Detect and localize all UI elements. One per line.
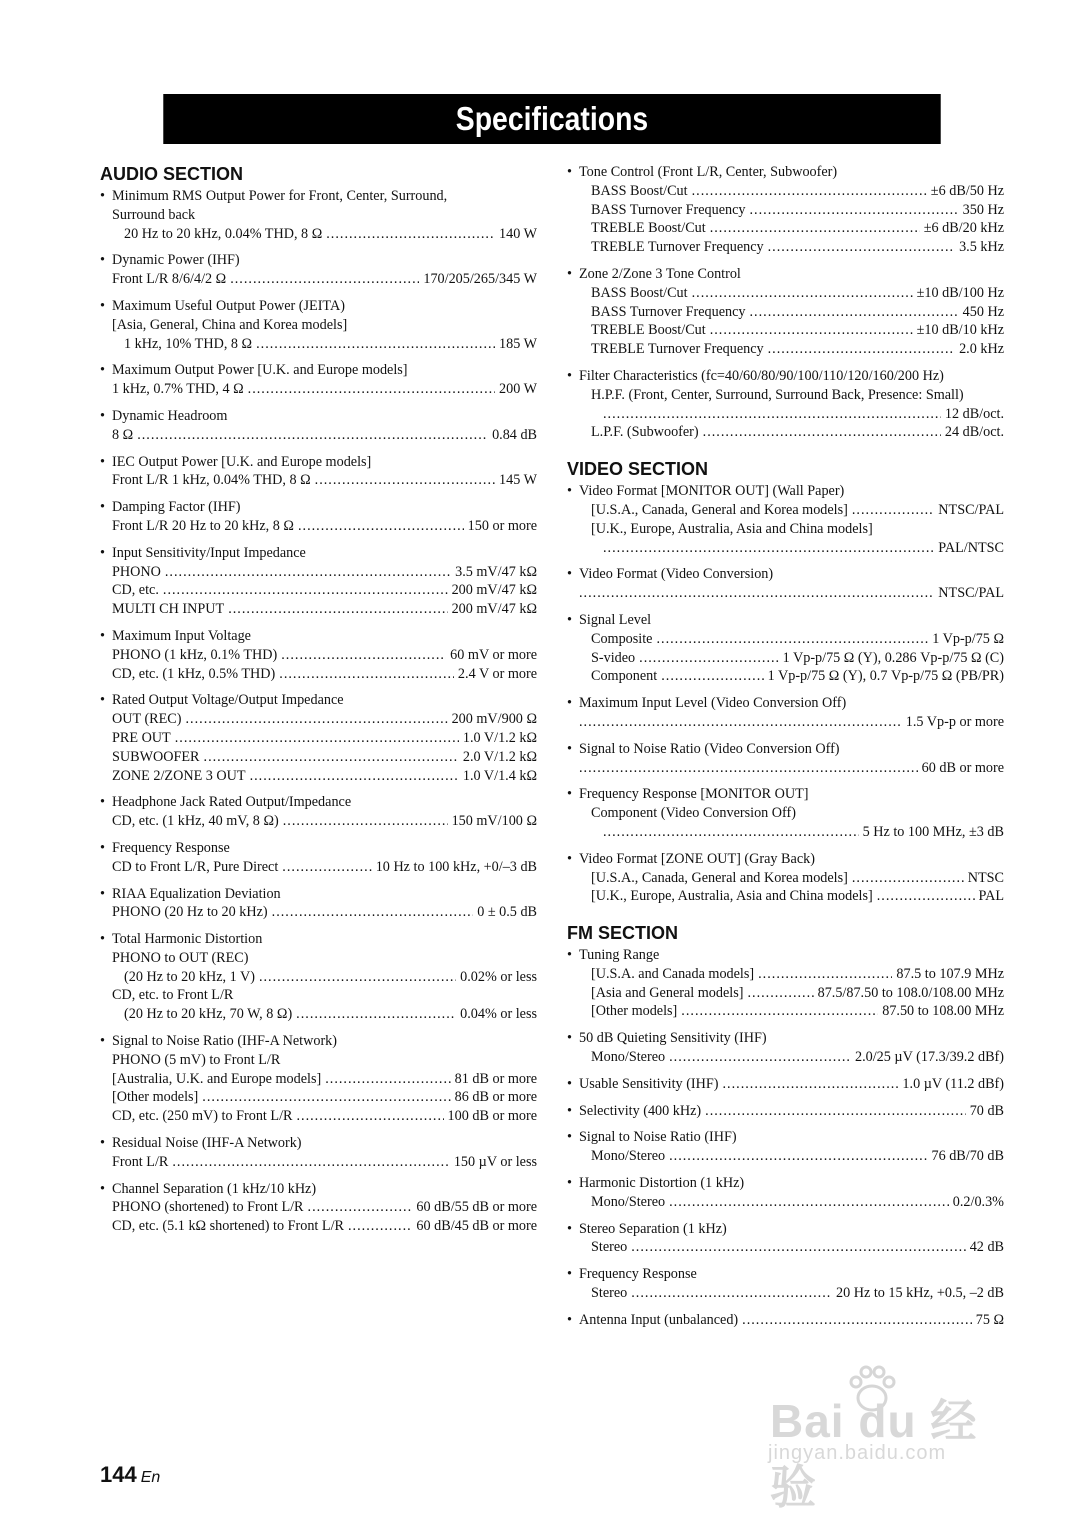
- spec-dyn-headroom: • Dynamic Headroom 8 Ω ..... 0.84 dB: [100, 407, 537, 445]
- spec-separation: • Channel Separation (1 kHz/10 kHz) PHONO (shortened) to Front L/R ..... 60 dB/55 dB or more CD, etc. (5.1 kΩ shortened) to Front L/R ..... 60 dB/45 dB or more: [100, 1180, 537, 1236]
- page-number: 144: [100, 1462, 137, 1487]
- spec-max-input: • Maximum Input Voltage PHONO (1 kHz, 0.1% THD) ..... 60 mV or more CD, etc. (1 kHz, 0.5% THD) ..... 2.4 V or more: [100, 627, 537, 683]
- right-column: [567, 163, 1004, 1338]
- spec-max-useful: • Maximum Useful Output Power (JEITA) [Asia, General, China and Korea models] 1 kHz, 10% THD, 8 Ω ..... 185 W: [100, 297, 537, 353]
- spec-video-signal-level: • Signal Level Composite ..... 1 Vp-p/75 Ω S-video ..... 1 Vp-p/75 Ω (Y), 0.286 Vp-p/75 Ω (C) Component ..... 1 Vp-p/75 Ω (Y), 0.7 Vp-p/75 Ω (PB/PR): [567, 611, 1004, 686]
- spec-rated-output: • Rated Output Voltage/Output Impedance OUT (REC) ..... 200 mV/900 Ω PRE OUT ..... 1.0 V/1.2 kΩ SUBWOOFER ..... 2.0 V/1.2 kΩ ZONE 2/ZONE 3 OUT ..... 1.0 V/1.4 kΩ: [100, 691, 537, 785]
- spec-freq-resp: • Frequency Response CD to Front L/R, Pure Direct ..... 10 Hz to 100 kHz, +0/–3 dB: [100, 839, 537, 877]
- spec-min-rms: • Minimum RMS Output Power for Front, Center, Surround, Surround back 20 Hz to 20 kHz, 0.04% THD, 8 Ω ..... 140 W: [100, 187, 537, 243]
- spec-fm-antenna: • Antenna Input (unbalanced) ..... 75 Ω: [567, 1311, 1004, 1330]
- spec-fm-stereo-sep: • Stereo Separation (1 kHz) Stereo ..... 42 dB: [567, 1220, 1004, 1258]
- spec-dynamic-power: • Dynamic Power (IHF) Front L/R 8/6/4/2 Ω ..... 170/205/265/345 W: [100, 251, 537, 289]
- left-column: [100, 163, 537, 1244]
- spec-video-fmt-conv: • Video Format (Video Conversion) ..... NTSC/PAL: [567, 565, 1004, 603]
- page-title: Specifications: [163, 94, 940, 144]
- spec-residual: • Residual Noise (IHF-A Network) Front L/R ..... 150 µV or less: [100, 1134, 537, 1172]
- fm-section-title: FM SECTION: [567, 923, 678, 944]
- spec-riaa: • RIAA Equalization Deviation PHONO (20 Hz to 20 kHz) ..... 0 ± 0.5 dB: [100, 885, 537, 923]
- spec-thd: • Total Harmonic Distortion PHONO to OUT (REC) (20 Hz to 20 kHz, 1 V) ..... 0.02% or less CD, etc. to Front L/R (20 Hz to 20 kHz, 70 W, 8 Ω) ..... 0.04% or less: [100, 930, 537, 1024]
- spec-filter: • Filter Characteristics (fc=40/60/80/90/100/110/120/160/200 Hz) H.P.F. (Front, Center, Surround, Surround Back, Presence: Small) ..... 12 dB/oct. L.P.F. (Subwoofer) ..... 24 dB/oct.: [567, 367, 1004, 442]
- spec-headphone: • Headphone Jack Rated Output/Impedance CD, etc. (1 kHz, 40 mV, 8 Ω) ..... 150 mV/100 Ω: [100, 793, 537, 831]
- audio-section-title: AUDIO SECTION: [100, 164, 244, 184]
- spec-damping: • Damping Factor (IHF) Front L/R 20 Hz to 20 kHz, 8 Ω ..... 150 or more: [100, 498, 537, 536]
- baidu-watermark: [760, 1360, 1010, 1513]
- language-label: En: [140, 1469, 161, 1486]
- spec-fm-selectivity: • Selectivity (400 kHz) ..... 70 dB: [567, 1102, 1004, 1121]
- spec-tone: • Tone Control (Front L/R, Center, Subwoofer) BASS Boost/Cut ..... ±6 dB/50 Hz BASS Turnover Frequency ..... 350 Hz TREBLE Boost/Cut ..... ±6 dB/20 kHz TREBLE Turnover Frequency ..... 3.5 kHz: [567, 163, 1004, 257]
- watermark-url: jingyan.baidu.com: [768, 1442, 947, 1464]
- spec-video-fmt-monitor: • Video Format [MONITOR OUT] (Wall Paper) [U.S.A., Canada, General and Korea models] ..... NTSC/PAL [U.K., Europe, Australia, Asia and China models] ..... PAL/NTSC: [567, 482, 1004, 557]
- video-section-title: VIDEO SECTION: [567, 459, 709, 480]
- spec-video-snr: • Signal to Noise Ratio (Video Conversion Off) ..... 60 dB or more: [567, 740, 1004, 778]
- spec-fm-tuning: • Tuning Range [U.S.A. and Canada models] ..... 87.5 to 107.9 MHz [Asia and General models] ..... 87.5/87.50 to 108.0/108.00 MHz [Other models] ..... 87.50 to 108.00 MHz: [567, 946, 1004, 1021]
- spec-iec: • IEC Output Power [U.K. and Europe models] Front L/R 1 kHz, 0.04% THD, 8 Ω ..... 145 W: [100, 453, 537, 491]
- spec-fm-snr: • Signal to Noise Ratio (IHF) Mono/Stereo ..... 76 dB/70 dB: [567, 1128, 1004, 1166]
- spec-max-output: • Maximum Output Power [U.K. and Europe models] 1 kHz, 0.7% THD, 4 Ω ..... 200 W: [100, 361, 537, 399]
- spec-fm-harmonic: • Harmonic Distortion (1 kHz) Mono/Stereo ..... 0.2/0.3%: [567, 1174, 1004, 1212]
- page-footer: [100, 1462, 160, 1488]
- spec-snr: • Signal to Noise Ratio (IHF-A Network) PHONO (5 mV) to Front L/R [Australia, U.K. and Europe models] ..... 81 dB or more [Other models] ..... 86 dB or more CD, etc. (250 mV) to Front L/R ..... 100 dB or more: [100, 1032, 537, 1126]
- spec-fm-quieting: • 50 dB Quieting Sensitivity (IHF) Mono/Stereo ..... 2.0/25 µV (17.3/39.2 dBf): [567, 1029, 1004, 1067]
- spec-zone-tone: • Zone 2/Zone 3 Tone Control BASS Boost/Cut ..... ±10 dB/100 Hz BASS Turnover Frequency ..... 450 Hz TREBLE Boost/Cut ..... ±10 dB/10 kHz TREBLE Turnover Frequency ..... 2.0 kHz: [567, 265, 1004, 359]
- spec-fm-freq: • Frequency Response Stereo ..... 20 Hz to 15 kHz, +0.5, –2 dB: [567, 1265, 1004, 1303]
- spec-fm-usable: • Usable Sensitivity (IHF) ..... 1.0 µV (11.2 dBf): [567, 1075, 1004, 1094]
- watermark-brand: Bai du 经验: [770, 1395, 978, 1513]
- spec-input-sens: • Input Sensitivity/Input Impedance PHONO ..... 3.5 mV/47 kΩ CD, etc. ..... 200 mV/47 kΩ MULTI CH INPUT ..... 200 mV/47 kΩ: [100, 544, 537, 619]
- spec-video-freq: • Frequency Response [MONITOR OUT] Component (Video Conversion Off) ..... 5 Hz to 100 MHz, ±3 dB: [567, 785, 1004, 841]
- spec-video-max-input: • Maximum Input Level (Video Conversion Off) ..... 1.5 Vp-p or more: [567, 694, 1004, 732]
- spec-video-fmt-zone: • Video Format [ZONE OUT] (Gray Back) [U.S.A., Canada, General and Korea models] ..... NTSC [U.K., Europe, Australia, Asia and China models] ..... PAL: [567, 850, 1004, 906]
